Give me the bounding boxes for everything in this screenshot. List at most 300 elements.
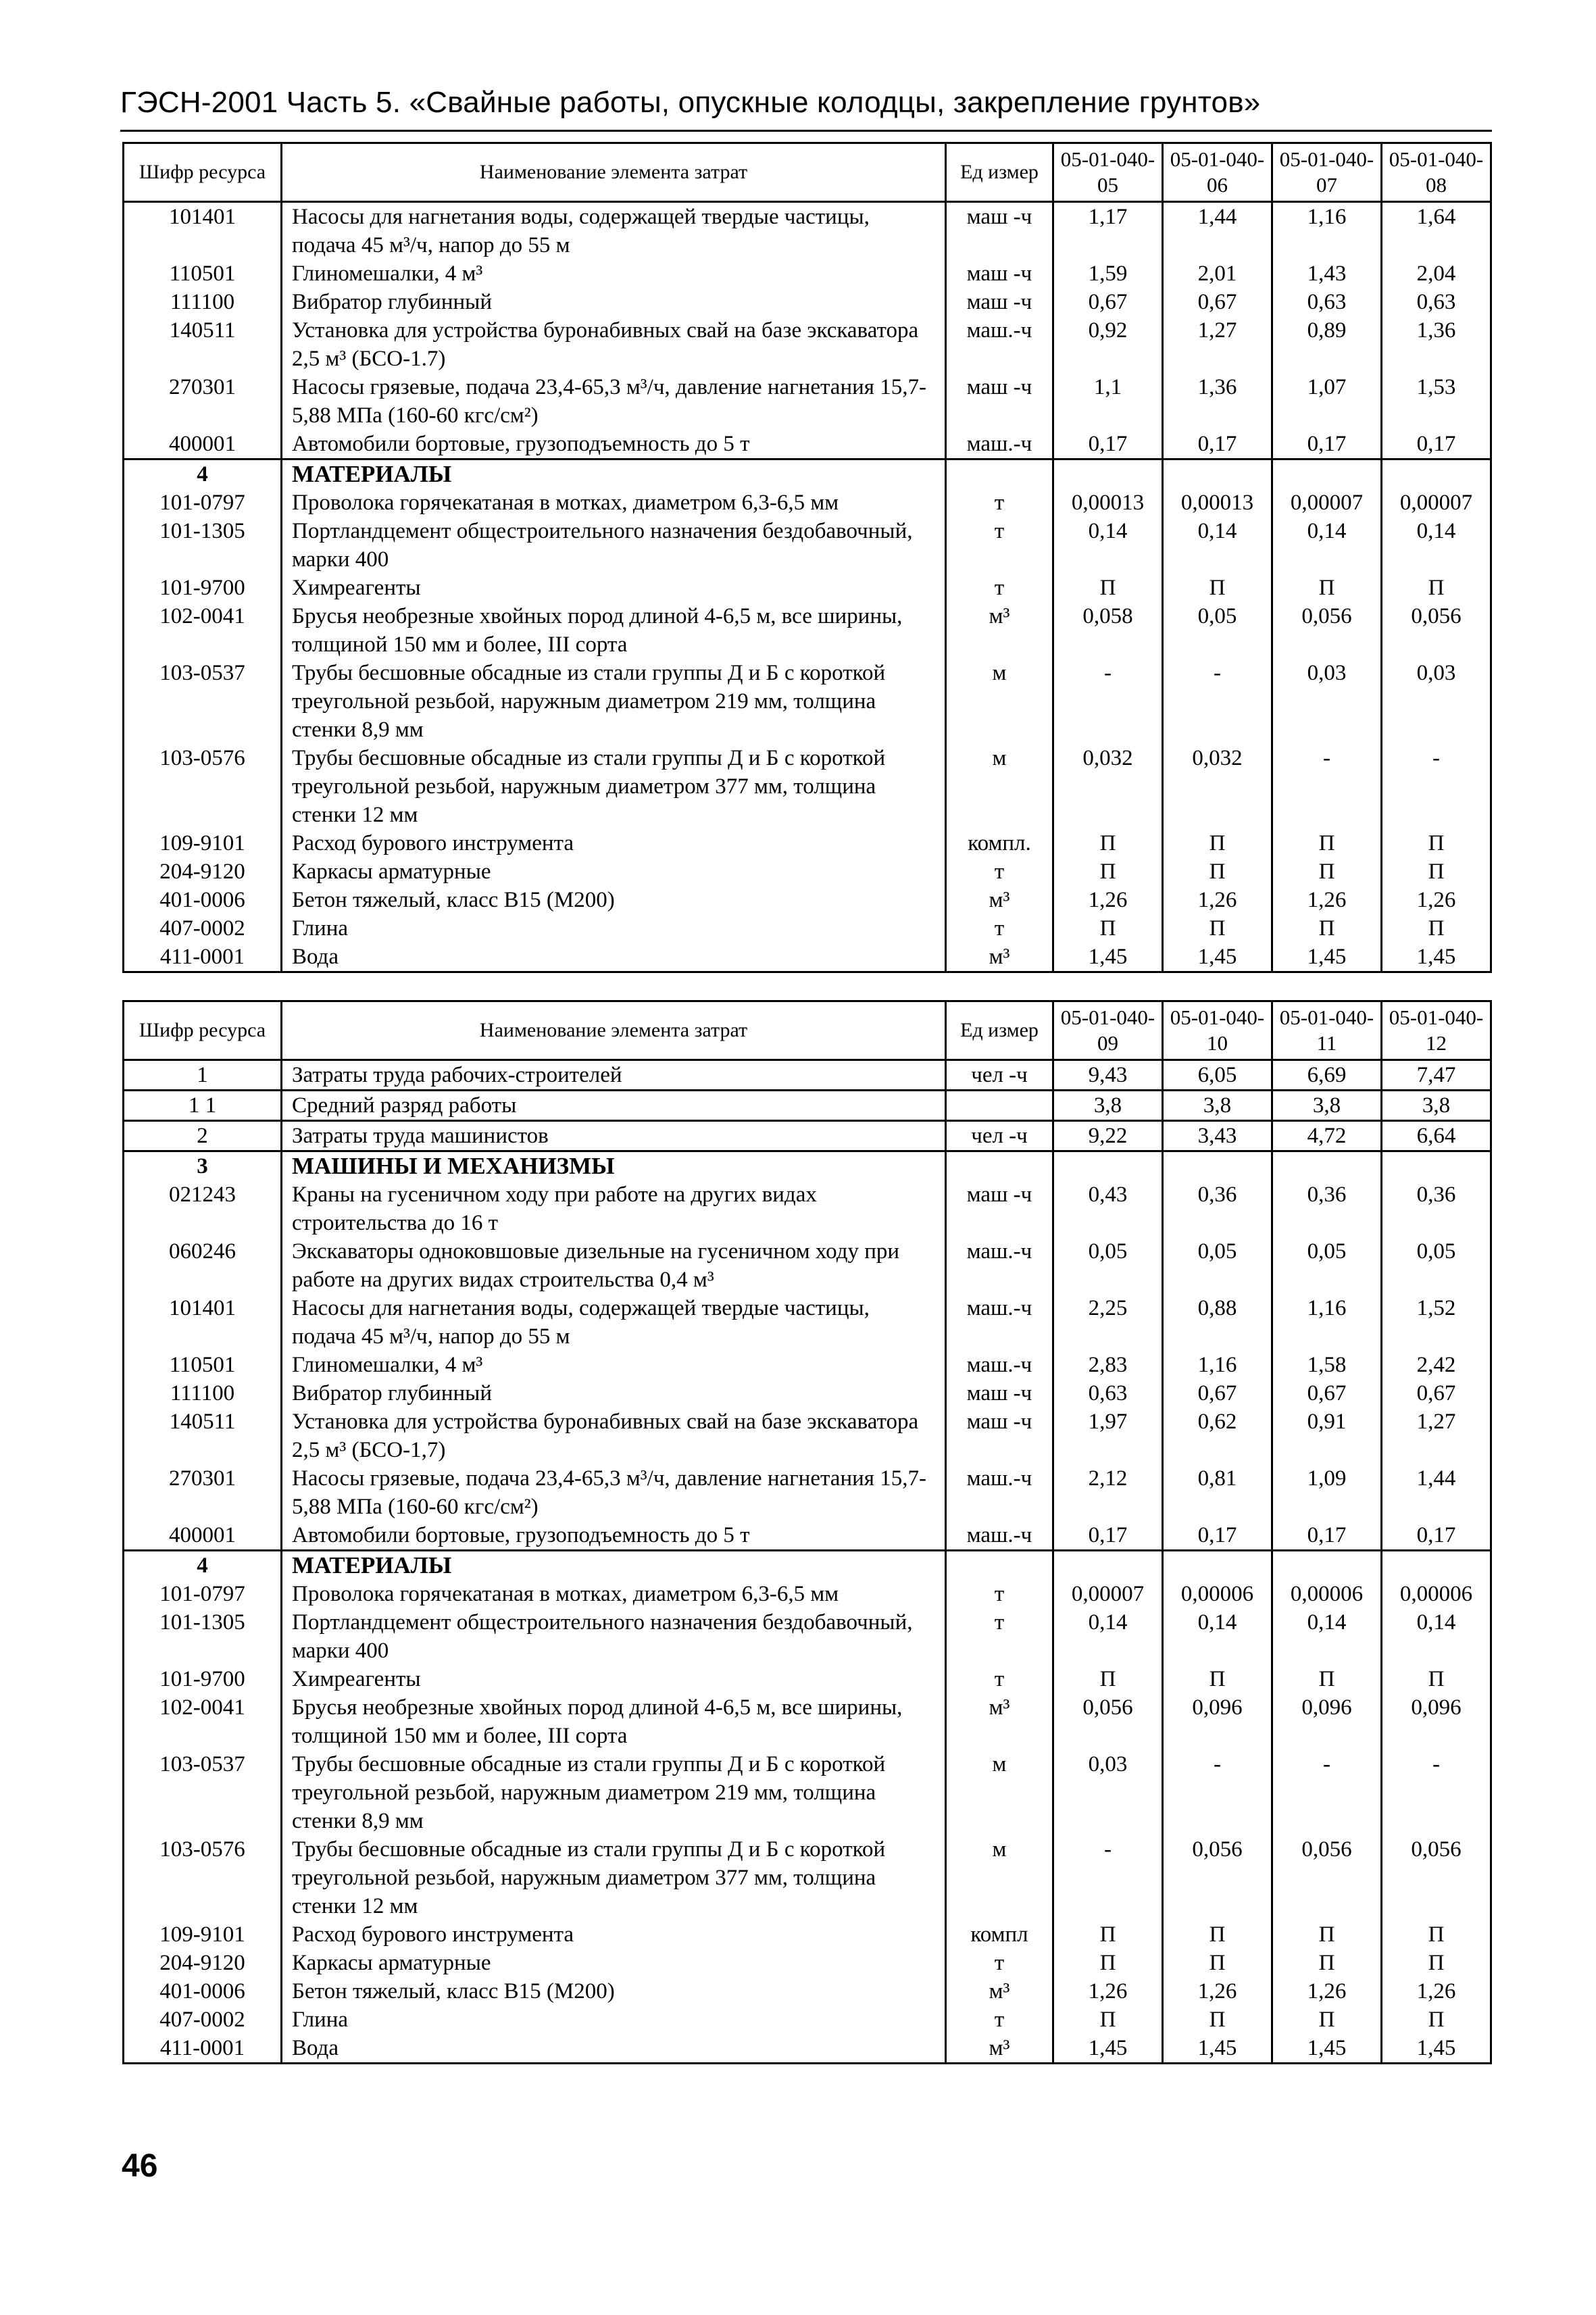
section-row [124, 459, 1491, 489]
norm-value-cell: 0,058 [1053, 602, 1163, 659]
norm-value-cell: 0,17 [1053, 430, 1163, 459]
cost-element-name-cell: Установка для устройства буронабивных свай на базе экскаватора 2,5 м³ (БСО-1.7) [282, 316, 946, 373]
norm-value-cell: - [1163, 659, 1272, 744]
column-header-unit: Ед измер [946, 143, 1053, 202]
norm-value-cell: П [1382, 1949, 1491, 1977]
resource-code-cell: 4 [124, 459, 282, 489]
norm-value-cell: 0,67 [1382, 1379, 1491, 1408]
cost-element-name-cell: Вибратор глубинный [282, 288, 946, 316]
norm-value-cell: 0,14 [1382, 1608, 1491, 1665]
norm-value-cell: 1,17 [1053, 202, 1163, 260]
page-number: 46 [122, 2148, 158, 2184]
table-row [124, 1920, 1491, 1949]
resource-code-cell: 1 1 [124, 1091, 282, 1121]
unit-cell: маш -ч [946, 202, 1053, 260]
column-header-norm: 05-01-040-08 [1382, 143, 1491, 202]
unit-cell: м³ [946, 1693, 1053, 1750]
resource-code-cell: 411-0001 [124, 943, 282, 972]
norm-value-cell: 1,45 [1272, 2034, 1382, 2064]
table-row [124, 288, 1491, 316]
norm-value-cell: 0,43 [1053, 1180, 1163, 1237]
norm-value-cell: 0,92 [1053, 316, 1163, 373]
cost-element-name-cell: Глина [282, 914, 946, 943]
table-row [124, 1464, 1491, 1521]
table-row [124, 1121, 1491, 1151]
norm-value-cell: 1,52 [1382, 1294, 1491, 1351]
resource-code-cell: 1 [124, 1060, 282, 1091]
resource-code-cell: 101-9700 [124, 574, 282, 602]
resource-code-cell: 270301 [124, 373, 282, 430]
resource-code-cell: 110501 [124, 1351, 282, 1379]
norm-value-cell: 1,1 [1053, 373, 1163, 430]
norm-value-cell: 2,83 [1053, 1351, 1163, 1379]
table-row [124, 1750, 1491, 1835]
norm-value-cell: 0,03 [1272, 659, 1382, 744]
column-header-code: Шифр ресурса [124, 143, 282, 202]
unit-cell: т [946, 1949, 1053, 1977]
unit-cell [946, 1091, 1053, 1121]
table-row [124, 1580, 1491, 1608]
cost-element-name-cell: Краны на гусеничном ходу при работе на других видах строительства до 16 т [282, 1180, 946, 1237]
norm-value-cell: 3,8 [1053, 1091, 1163, 1121]
resource-code-cell: 109-9101 [124, 829, 282, 857]
norm-value-cell: 0,17 [1163, 430, 1272, 459]
norm-value-cell: 1,45 [1053, 2034, 1163, 2064]
unit-cell: м [946, 744, 1053, 829]
norm-value-cell: 0,096 [1272, 1693, 1382, 1750]
resource-code-cell: 021243 [124, 1180, 282, 1237]
resource-code-cell: 101401 [124, 1294, 282, 1351]
unit-cell: т [946, 2006, 1053, 2034]
cost-element-name-cell: Каркасы арматурные [282, 1949, 946, 1977]
norm-value-cell: 1,45 [1382, 943, 1491, 972]
norm-value-cell: 1,97 [1053, 1408, 1163, 1464]
cost-element-name-cell: Экскаваторы одноковшовые дизельные на гусеничном ходу при работе на других видах строительства 0,4 м³ [282, 1237, 946, 1294]
table-row [124, 1351, 1491, 1379]
cost-element-name-cell: Трубы бесшовные обсадные из стали группы Д и Б с короткой треугольной резьбой, наружным диаметром 219 мм, толщина стенки 8,9 мм [282, 659, 946, 744]
unit-cell: м³ [946, 886, 1053, 914]
norm-value-cell: 0,05 [1053, 1237, 1163, 1294]
norm-value-cell: П [1053, 1920, 1163, 1949]
cost-element-name-cell: Расход бурового инструмента [282, 829, 946, 857]
norm-value-cell [1382, 459, 1491, 489]
norm-value-cell: 1,58 [1272, 1351, 1382, 1379]
unit-cell [946, 1151, 1053, 1181]
column-header-norm: 05-01-040-07 [1272, 143, 1382, 202]
norm-value-cell: П [1272, 829, 1382, 857]
norm-value-cell: 0,67 [1053, 288, 1163, 316]
resource-code-cell: 060246 [124, 1237, 282, 1294]
norm-value-cell: 4,72 [1272, 1121, 1382, 1151]
resource-code-cell: 407-0002 [124, 2006, 282, 2034]
column-header-name: Наименование элемента затрат [282, 1001, 946, 1060]
norm-value-cell: 0,056 [1382, 1835, 1491, 1920]
table-row [124, 829, 1491, 857]
unit-cell: чел -ч [946, 1121, 1053, 1151]
column-header-name: Наименование элемента затрат [282, 143, 946, 202]
norm-value-cell: П [1272, 1665, 1382, 1693]
norm-value-cell: 6,69 [1272, 1060, 1382, 1091]
norm-value-cell: 1,26 [1382, 886, 1491, 914]
norm-value-cell: П [1163, 1665, 1272, 1693]
norm-value-cell [1163, 459, 1272, 489]
norm-value-cell [1053, 1551, 1163, 1580]
norm-value-cell: 0,14 [1163, 517, 1272, 574]
norm-value-cell [1272, 1551, 1382, 1580]
norm-value-cell: - [1272, 1750, 1382, 1835]
norm-value-cell: 1,26 [1272, 886, 1382, 914]
table-row [124, 2034, 1491, 2064]
norm-value-cell: 1,07 [1272, 373, 1382, 430]
unit-cell: маш.-ч [946, 1294, 1053, 1351]
resource-code-cell: 140511 [124, 1408, 282, 1464]
unit-cell: маш.-ч [946, 1464, 1053, 1521]
norm-value-cell: 0,05 [1382, 1237, 1491, 1294]
cost-element-name-cell: Затраты труда рабочих-строителей [282, 1060, 946, 1091]
norm-value-cell: 0,056 [1163, 1835, 1272, 1920]
norm-value-cell: 1,26 [1163, 1977, 1272, 2006]
resource-code-cell: 204-9120 [124, 1949, 282, 1977]
cost-element-name-cell: Брусья необрезные хвойных пород длиной 4-6,5 м, все ширины, толщиной 150 мм и более, III сорта [282, 1693, 946, 1750]
norm-value-cell: П [1163, 574, 1272, 602]
norm-value-cell: 1,43 [1272, 259, 1382, 288]
section-row [124, 1551, 1491, 1580]
table-row [124, 659, 1491, 744]
unit-cell: чел -ч [946, 1060, 1053, 1091]
norm-value-cell: 1,53 [1382, 373, 1491, 430]
table-row [124, 1237, 1491, 1294]
unit-cell: т [946, 489, 1053, 517]
unit-cell: т [946, 1665, 1053, 1693]
cost-element-name-cell: Проволока горячекатаная в мотках, диаметром 6,3-6,5 мм [282, 489, 946, 517]
table-header-row [124, 143, 1491, 202]
norm-value-cell: П [1272, 857, 1382, 886]
unit-cell [946, 459, 1053, 489]
norm-value-cell: П [1382, 914, 1491, 943]
unit-cell: маш -ч [946, 1408, 1053, 1464]
resource-code-cell: 109-9101 [124, 1920, 282, 1949]
unit-cell: маш.-ч [946, 1351, 1053, 1379]
norm-value-cell: 0,67 [1163, 1379, 1272, 1408]
table-row [124, 1521, 1491, 1551]
resource-code-cell: 4 [124, 1551, 282, 1580]
norm-value-cell: 1,45 [1382, 2034, 1491, 2064]
norm-value-cell: 3,43 [1163, 1121, 1272, 1151]
table-row [124, 259, 1491, 288]
unit-cell: м³ [946, 943, 1053, 972]
norm-value-cell: 0,36 [1163, 1180, 1272, 1237]
norm-value-cell: П [1272, 914, 1382, 943]
norm-value-cell: 1,26 [1053, 1977, 1163, 2006]
norm-value-cell: 1,26 [1163, 886, 1272, 914]
norm-value-cell: П [1053, 1949, 1163, 1977]
unit-cell: маш.-ч [946, 316, 1053, 373]
unit-cell: маш -ч [946, 373, 1053, 430]
norm-value-cell: 9,22 [1053, 1121, 1163, 1151]
table-row [124, 489, 1491, 517]
cost-element-name-cell: Портландцемент общестроительного назначения бездобавочный, марки 400 [282, 1608, 946, 1665]
norm-value-cell: - [1272, 744, 1382, 829]
resource-code-cell: 401-0006 [124, 1977, 282, 2006]
norm-value-cell: 1,27 [1382, 1408, 1491, 1464]
norm-value-cell: 1,59 [1053, 259, 1163, 288]
cost-element-name-cell: Насосы для нагнетания воды, содержащей твердые частицы, подача 45 м³/ч, напор до 55 м [282, 1294, 946, 1351]
resource-code-cell: 111100 [124, 288, 282, 316]
table-row [124, 1091, 1491, 1121]
norm-value-cell: 0,00013 [1053, 489, 1163, 517]
norm-value-cell: 0,00006 [1382, 1580, 1491, 1608]
table-row [124, 1949, 1491, 1977]
norm-value-cell: 0,056 [1272, 1835, 1382, 1920]
unit-cell: м [946, 1750, 1053, 1835]
unit-cell: м³ [946, 602, 1053, 659]
norm-value-cell: 0,67 [1272, 1379, 1382, 1408]
table-row [124, 602, 1491, 659]
norm-value-cell: 0,14 [1053, 517, 1163, 574]
unit-cell: маш -ч [946, 1180, 1053, 1237]
unit-cell: т [946, 857, 1053, 886]
unit-cell: маш.-ч [946, 430, 1053, 459]
norm-value-cell [1272, 1151, 1382, 1181]
norm-value-cell: 1,27 [1163, 316, 1272, 373]
norm-value-cell: П [1382, 1920, 1491, 1949]
resource-code-cell: 111100 [124, 1379, 282, 1408]
table-row [124, 1977, 1491, 2006]
norm-value-cell: 1,16 [1272, 1294, 1382, 1351]
norm-value-cell: П [1163, 914, 1272, 943]
norm-value-cell: П [1272, 1949, 1382, 1977]
unit-cell: компл [946, 1920, 1053, 1949]
resource-code-cell: 140511 [124, 316, 282, 373]
norm-value-cell: П [1272, 2006, 1382, 2034]
norm-value-cell: 0,14 [1163, 1608, 1272, 1665]
norm-value-cell: 0,00006 [1163, 1580, 1272, 1608]
norm-value-cell: 0,03 [1382, 659, 1491, 744]
unit-cell: компл. [946, 829, 1053, 857]
cost-element-name-cell: Вода [282, 2034, 946, 2064]
norm-value-cell: 1,44 [1382, 1464, 1491, 1521]
cost-element-name-cell: Автомобили бортовые, грузоподъемность до 5 т [282, 430, 946, 459]
resource-code-cell: 101-1305 [124, 1608, 282, 1665]
unit-cell: т [946, 574, 1053, 602]
norm-value-cell [1163, 1151, 1272, 1181]
resource-code-cell: 204-9120 [124, 857, 282, 886]
cost-element-name-cell: МАТЕРИАЛЫ [282, 1551, 946, 1580]
norm-value-cell: 0,17 [1272, 1521, 1382, 1551]
cost-element-name-cell: Расход бурового инструмента [282, 1920, 946, 1949]
column-header-norm: 05-01-040-11 [1272, 1001, 1382, 1060]
table-row [124, 886, 1491, 914]
table-row [124, 1379, 1491, 1408]
unit-cell: м³ [946, 1977, 1053, 2006]
column-header-code: Шифр ресурса [124, 1001, 282, 1060]
norm-value-cell: П [1053, 2006, 1163, 2034]
table-row [124, 1608, 1491, 1665]
norm-value-cell: 1,45 [1163, 2034, 1272, 2064]
norm-value-cell: 3,8 [1272, 1091, 1382, 1121]
norm-value-cell: П [1053, 914, 1163, 943]
norm-value-cell: 0,63 [1382, 288, 1491, 316]
resource-table-2 [122, 1000, 1492, 2064]
norm-value-cell: 1,36 [1382, 316, 1491, 373]
cost-element-name-cell: Трубы бесшовные обсадные из стали группы Д и Б с короткой треугольной резьбой, наружным диаметром 219 мм, толщина стенки 8,9 мм [282, 1750, 946, 1835]
cost-element-name-cell: Глиномешалки, 4 м³ [282, 1351, 946, 1379]
norm-value-cell: 0,63 [1053, 1379, 1163, 1408]
norm-value-cell: 0,36 [1382, 1180, 1491, 1237]
norm-value-cell: П [1053, 574, 1163, 602]
norm-value-cell: - [1053, 659, 1163, 744]
norm-value-cell [1053, 459, 1163, 489]
norm-value-cell: 2,25 [1053, 1294, 1163, 1351]
norm-value-cell: 0,03 [1053, 1750, 1163, 1835]
norm-value-cell: 1,26 [1272, 1977, 1382, 2006]
norm-value-cell: П [1382, 2006, 1491, 2034]
norm-value-cell: 0,67 [1163, 288, 1272, 316]
norm-value-cell: 0,00007 [1272, 489, 1382, 517]
resource-table-1 [122, 142, 1492, 973]
norm-value-cell: 0,05 [1163, 602, 1272, 659]
norm-value-cell: 0,032 [1053, 744, 1163, 829]
unit-cell: маш -ч [946, 1379, 1053, 1408]
resource-code-cell: 101-1305 [124, 517, 282, 574]
norm-value-cell: 0,17 [1053, 1521, 1163, 1551]
resource-code-cell: 102-0041 [124, 602, 282, 659]
cost-element-name-cell: Глина [282, 2006, 946, 2034]
cost-element-name-cell: Каркасы арматурные [282, 857, 946, 886]
table-row [124, 202, 1491, 260]
cost-element-name-cell: МАТЕРИАЛЫ [282, 459, 946, 489]
norm-value-cell: 0,05 [1163, 1237, 1272, 1294]
norm-value-cell: П [1382, 574, 1491, 602]
table-row [124, 517, 1491, 574]
cost-element-name-cell: Бетон тяжелый, класс В15 (М200) [282, 1977, 946, 2006]
table-row [124, 1665, 1491, 1693]
norm-value-cell: 0,056 [1272, 602, 1382, 659]
resource-code-cell: 400001 [124, 430, 282, 459]
norm-value-cell: 7,47 [1382, 1060, 1491, 1091]
column-header-norm: 05-01-040-10 [1163, 1001, 1272, 1060]
cost-element-name-cell: МАШИНЫ И МЕХАНИЗМЫ [282, 1151, 946, 1181]
cost-element-name-cell: Химреагенты [282, 574, 946, 602]
unit-cell [946, 1551, 1053, 1580]
cost-element-name-cell: Портландцемент общестроительного назначения бездобавочный, марки 400 [282, 517, 946, 574]
unit-cell: м [946, 1835, 1053, 1920]
column-header-unit: Ед измер [946, 1001, 1053, 1060]
norm-value-cell: 0,63 [1272, 288, 1382, 316]
cost-element-name-cell: Автомобили бортовые, грузоподъемность до 5 т [282, 1521, 946, 1551]
norm-value-cell: 0,81 [1163, 1464, 1272, 1521]
norm-value-cell: 0,62 [1163, 1408, 1272, 1464]
resource-code-cell: 407-0002 [124, 914, 282, 943]
norm-value-cell: П [1163, 2006, 1272, 2034]
cost-element-name-cell: Химреагенты [282, 1665, 946, 1693]
norm-value-cell: - [1382, 744, 1491, 829]
norm-value-cell: П [1382, 829, 1491, 857]
norm-value-cell: 0,00006 [1272, 1580, 1382, 1608]
resource-code-cell: 101-9700 [124, 1665, 282, 1693]
table-row [124, 574, 1491, 602]
unit-cell: т [946, 1608, 1053, 1665]
norm-value-cell: П [1053, 829, 1163, 857]
norm-value-cell: 1,16 [1163, 1351, 1272, 1379]
norm-value-cell: 0,096 [1382, 1693, 1491, 1750]
unit-cell: т [946, 1580, 1053, 1608]
resource-code-cell: 411-0001 [124, 2034, 282, 2064]
table-row [124, 1294, 1491, 1351]
table-row [124, 1835, 1491, 1920]
norm-value-cell: 1,64 [1382, 202, 1491, 260]
norm-value-cell: 0,36 [1272, 1180, 1382, 1237]
norm-value-cell: П [1272, 574, 1382, 602]
page-header: ГЭСН-2001 Часть 5. «Свайные работы, опускные колодцы, закрепление грунтов» [120, 88, 1492, 132]
unit-cell: м³ [946, 2034, 1053, 2064]
table-row [124, 430, 1491, 459]
norm-value-cell: П [1382, 1665, 1491, 1693]
norm-value-cell: 0,17 [1272, 430, 1382, 459]
resource-code-cell: 101-0797 [124, 489, 282, 517]
table-header-row [124, 1001, 1491, 1060]
norm-value-cell: 0,89 [1272, 316, 1382, 373]
norm-value-cell: 0,17 [1382, 1521, 1491, 1551]
norm-value-cell: 0,14 [1053, 1608, 1163, 1665]
column-header-norm: 05-01-040-05 [1053, 143, 1163, 202]
norm-value-cell [1382, 1151, 1491, 1181]
cost-element-name-cell: Насосы для нагнетания воды, содержащей твердые частицы, подача 45 м³/ч, напор до 55 м [282, 202, 946, 260]
resource-code-cell: 401-0006 [124, 886, 282, 914]
norm-value-cell: 1,44 [1163, 202, 1272, 260]
resource-code-cell: 400001 [124, 1521, 282, 1551]
resource-code-cell: 270301 [124, 1464, 282, 1521]
norm-value-cell: 0,17 [1382, 430, 1491, 459]
norm-value-cell [1053, 1151, 1163, 1181]
norm-value-cell: 1,09 [1272, 1464, 1382, 1521]
cost-element-name-cell: Брусья необрезные хвойных пород длиной 4-6,5 м, все ширины, толщиной 150 мм и более, III сорта [282, 602, 946, 659]
norm-value-cell: 2,01 [1163, 259, 1272, 288]
norm-value-cell: П [1163, 857, 1272, 886]
table-row [124, 1060, 1491, 1091]
table-row [124, 744, 1491, 829]
norm-value-cell: - [1053, 1835, 1163, 1920]
norm-value-cell: 3,8 [1382, 1091, 1491, 1121]
norm-value-cell: 2,12 [1053, 1464, 1163, 1521]
norm-value-cell: 1,26 [1382, 1977, 1491, 2006]
norm-value-cell: 3,8 [1163, 1091, 1272, 1121]
norm-value-cell: 0,056 [1053, 1693, 1163, 1750]
norm-value-cell: 0,05 [1272, 1237, 1382, 1294]
norm-value-cell: 0,14 [1272, 1608, 1382, 1665]
cost-element-name-cell: Трубы бесшовные обсадные из стали группы Д и Б с короткой треугольной резьбой, наружным диаметром 377 мм, толщина стенки 12 мм [282, 1835, 946, 1920]
norm-value-cell: 6,05 [1163, 1060, 1272, 1091]
norm-value-cell: П [1163, 1949, 1272, 1977]
resource-code-cell: 3 [124, 1151, 282, 1181]
cost-element-name-cell: Затраты труда машинистов [282, 1121, 946, 1151]
cost-element-name-cell: Трубы бесшовные обсадные из стали группы Д и Б с короткой треугольной резьбой, наружным диаметром 377 мм, толщина стенки 12 мм [282, 744, 946, 829]
cost-element-name-cell: Средний разряд работы [282, 1091, 946, 1121]
norm-value-cell: 1,45 [1272, 943, 1382, 972]
norm-value-cell: П [1053, 1665, 1163, 1693]
table-row [124, 943, 1491, 972]
norm-value-cell [1163, 1551, 1272, 1580]
norm-value-cell [1272, 459, 1382, 489]
norm-value-cell: П [1272, 1920, 1382, 1949]
resource-code-cell: 103-0576 [124, 744, 282, 829]
norm-value-cell: 0,00007 [1053, 1580, 1163, 1608]
norm-value-cell: 0,17 [1163, 1521, 1272, 1551]
unit-cell: маш -ч [946, 288, 1053, 316]
table-row [124, 914, 1491, 943]
resource-code-cell: 103-0537 [124, 659, 282, 744]
norm-value-cell: - [1382, 1750, 1491, 1835]
